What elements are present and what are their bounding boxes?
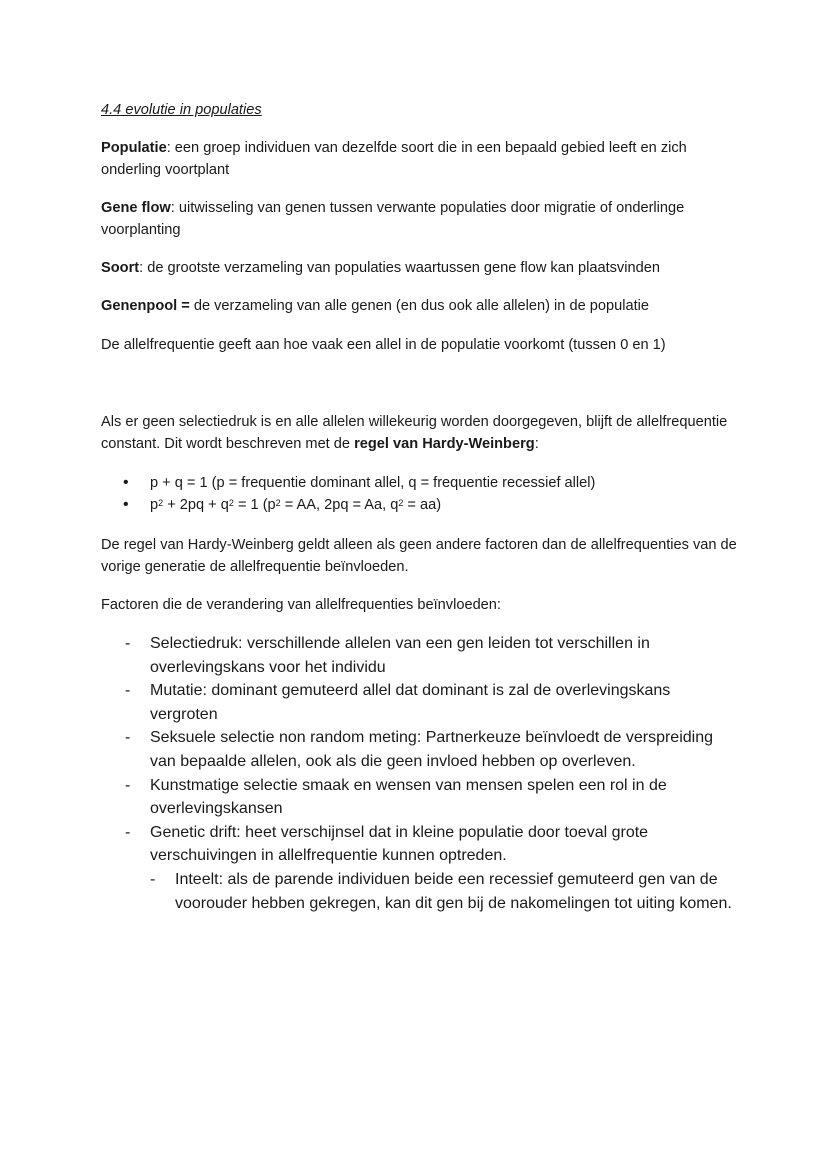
formula-item-2: • $p^2 + 2pq + q^2 = 1$ ($p^2$ = AA, 2pq = Aa, $q^2 = aa$) <box>101 494 741 516</box>
hardy-weinberg-intro-text: Als er geen selectiedruk is en alle allelen willekeurig worden doorgegeven, blijft de allelfrequentie constant. Dit wordt beschreven met de <box>101 414 728 452</box>
hardy-weinberg-condition: De regel van Hardy-Weinberg geldt alleen als geen andere factoren dan de allelfrequenties van de vorige generatie de allelfrequentie beïnvloeden. <box>101 537 737 575</box>
hardy-weinberg-intro <box>101 411 741 455</box>
hardy-weinberg-rule-name: regel van Hardy-Weinberg <box>354 436 535 452</box>
factor-item-genetic-drift <box>101 821 741 915</box>
hardy-weinberg-colon: : <box>534 436 539 452</box>
definition-genenpool-text: de verzameling van alle genen (en dus ook alle allelen) in de populatie <box>189 298 649 314</box>
factor-genetic-drift-text: Genetic drift: heet verschijnsel dat in kleine populatie door toeval grote verschuivingen in allelfrequentie kunnen optreden. <box>150 823 649 865</box>
term-soort: Soort <box>101 260 140 276</box>
definition-gene-flow <box>101 197 741 241</box>
definition-gene-flow-text: : uitwisseling van genen tussen verwante populaties door migratie of onderlinge voorplanting <box>101 200 685 238</box>
subfactor-list <box>150 868 741 915</box>
allelfrequentie-sentence: De allelfrequentie geeft aan hoe vaak een allel in de populatie voorkomt (tussen 0 en 1) <box>101 337 666 353</box>
section-heading: 4.4 evolutie in populaties <box>101 102 262 118</box>
formula-list <box>101 472 741 516</box>
subfactor-item: - Inteelt: als de parende individuen beide een recessief gemuteerd gen van de voorouder hebben gekregen, kan dit gen bij de nakomelingen tot uiting komen. <box>150 868 741 915</box>
formula-item-1: • p + q = 1 (p = frequentie dominant allel, q = frequentie recessief allel) <box>101 472 741 494</box>
factor-item: - Seksuele selectie non random meting: Partnerkeuze beïnvloedt de verspreiding van bepaalde allelen, ook als die geen invloed hebben op overleven. <box>101 726 741 773</box>
factor-item: - Selectiedruk: verschillende allelen van een gen leiden tot verschillen in overlevingskans voor het individu <box>101 632 741 679</box>
term-populatie: Populatie <box>101 140 167 156</box>
definition-soort <box>101 257 741 279</box>
definition-genenpool <box>101 295 741 317</box>
term-gene-flow: Gene flow <box>101 200 171 216</box>
definition-populatie-text: : een groep individuen van dezelfde soort die in een bepaald gebied leeft en zich onderling voortplant <box>101 140 687 178</box>
definition-populatie <box>101 137 741 181</box>
definition-soort-text: : de grootste verzameling van populaties waartussen gene flow kan plaatsvinden <box>139 260 660 276</box>
factor-item: - Kunstmatige selectie smaak en wensen van mensen spelen een rol in de overlevingskansen <box>101 774 741 821</box>
factor-item: - Mutatie: dominant gemuteerd allel dat dominant is zal de overlevingskans vergroten <box>101 679 741 726</box>
factors-intro: Factoren die de verandering van allelfrequenties beïnvloeden: <box>101 597 501 613</box>
term-genenpool: Genenpool = <box>101 298 190 314</box>
factors-list <box>101 632 741 915</box>
